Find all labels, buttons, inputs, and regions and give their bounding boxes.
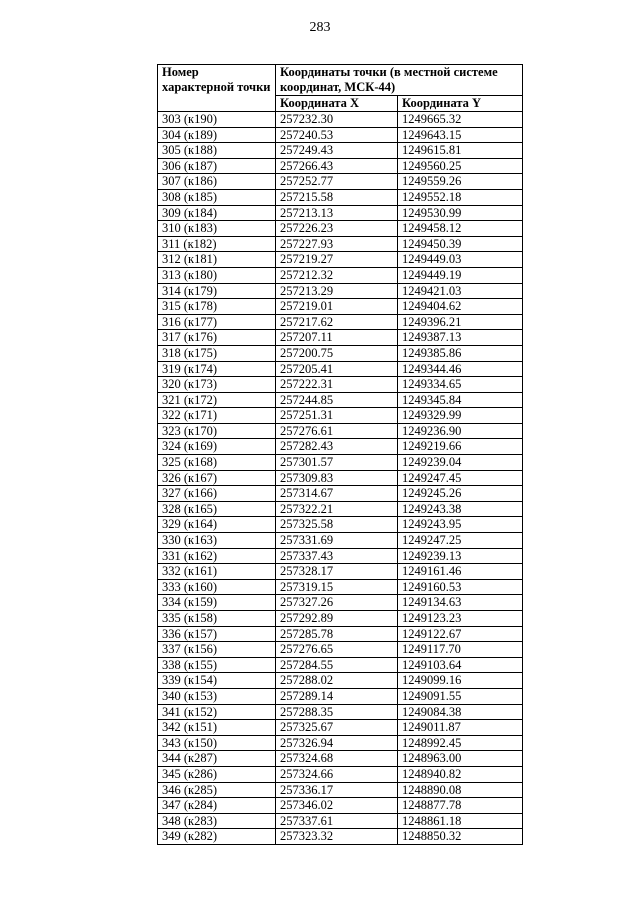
point-number-cell: 316 (к177): [158, 314, 276, 330]
point-number-cell: 325 (к168): [158, 455, 276, 471]
header-coordinate-y: Координата Y: [398, 96, 523, 112]
table-row: [158, 408, 523, 424]
coordinate-x-cell: 257244.85: [276, 392, 398, 408]
point-number-cell: 341 (к152): [158, 704, 276, 720]
point-number-cell: 320 (к173): [158, 377, 276, 393]
point-number-cell: 312 (к181): [158, 252, 276, 268]
table-row: [158, 517, 523, 533]
table-row: [158, 657, 523, 673]
table-row: [158, 252, 523, 268]
table-row: [158, 189, 523, 205]
coordinate-y-cell: 1249103.64: [398, 657, 523, 673]
point-number-cell: 313 (к180): [158, 267, 276, 283]
coordinate-y-cell: 1249160.53: [398, 579, 523, 595]
table-row: [158, 564, 523, 580]
point-number-cell: 305 (к188): [158, 143, 276, 159]
coordinate-y-cell: 1248877.78: [398, 798, 523, 814]
coordinate-x-cell: 257325.67: [276, 720, 398, 736]
coordinate-x-cell: 257288.02: [276, 673, 398, 689]
coordinate-y-cell: 1248940.82: [398, 766, 523, 782]
point-number-cell: 338 (к155): [158, 657, 276, 673]
table-row: [158, 595, 523, 611]
table-row: [158, 704, 523, 720]
table-row: [158, 813, 523, 829]
coordinate-y-cell: 1249530.99: [398, 205, 523, 221]
coordinate-x-cell: 257251.31: [276, 408, 398, 424]
table-row: [158, 299, 523, 315]
coordinate-y-cell: 1249385.86: [398, 345, 523, 361]
point-number-cell: 314 (к179): [158, 283, 276, 299]
point-number-cell: 304 (к189): [158, 127, 276, 143]
coordinate-y-cell: 1249243.95: [398, 517, 523, 533]
header-point-number-label: Номер характерной точки: [162, 65, 271, 94]
coordinate-y-cell: 1249091.55: [398, 688, 523, 704]
coordinate-x-cell: 257284.55: [276, 657, 398, 673]
table-row: [158, 345, 523, 361]
coordinate-x-cell: 257215.58: [276, 189, 398, 205]
coordinate-x-cell: 257266.43: [276, 158, 398, 174]
point-number-cell: 340 (к153): [158, 688, 276, 704]
header-coordinates: [276, 65, 523, 96]
coordinate-y-cell: 1249449.19: [398, 267, 523, 283]
table-row: [158, 314, 523, 330]
table-row: [158, 205, 523, 221]
coordinate-y-cell: 1249236.90: [398, 423, 523, 439]
coordinate-x-cell: 257222.31: [276, 377, 398, 393]
coordinate-x-cell: 257219.01: [276, 299, 398, 315]
coordinate-x-cell: 257289.14: [276, 688, 398, 704]
point-number-cell: 303 (к190): [158, 112, 276, 128]
coordinate-x-cell: 257323.32: [276, 829, 398, 845]
coordinate-y-cell: 1248992.45: [398, 735, 523, 751]
coordinates-table: [157, 64, 523, 845]
coordinate-y-cell: 1249665.32: [398, 112, 523, 128]
table-row: [158, 221, 523, 237]
coordinate-x-cell: 257328.17: [276, 564, 398, 580]
coordinate-y-cell: 1249117.70: [398, 642, 523, 658]
coordinate-y-cell: 1249450.39: [398, 236, 523, 252]
point-number-cell: 324 (к169): [158, 439, 276, 455]
coordinate-x-cell: 257346.02: [276, 798, 398, 814]
coordinate-y-cell: 1249458.12: [398, 221, 523, 237]
coordinate-x-cell: 257213.29: [276, 283, 398, 299]
coordinate-x-cell: 257226.23: [276, 221, 398, 237]
point-number-cell: 306 (к187): [158, 158, 276, 174]
coordinate-y-cell: 1249134.63: [398, 595, 523, 611]
point-number-cell: 317 (к176): [158, 330, 276, 346]
coordinate-y-cell: 1249122.67: [398, 626, 523, 642]
coordinate-y-cell: 1248890.08: [398, 782, 523, 798]
table-row: [158, 423, 523, 439]
coordinate-x-cell: 257207.11: [276, 330, 398, 346]
table-row: [158, 579, 523, 595]
table-row: [158, 267, 523, 283]
coordinate-x-cell: 257327.26: [276, 595, 398, 611]
coordinate-x-cell: 257301.57: [276, 455, 398, 471]
coordinate-y-cell: 1249239.13: [398, 548, 523, 564]
coordinate-y-cell: 1249396.21: [398, 314, 523, 330]
coordinate-y-cell: 1248850.32: [398, 829, 523, 845]
point-number-cell: 327 (к166): [158, 486, 276, 502]
coordinate-x-cell: 257213.13: [276, 205, 398, 221]
table-row: [158, 533, 523, 549]
table-row: [158, 174, 523, 190]
coordinate-x-cell: 257276.65: [276, 642, 398, 658]
point-number-cell: 335 (к158): [158, 611, 276, 627]
coordinate-y-cell: 1249643.15: [398, 127, 523, 143]
table-row: [158, 548, 523, 564]
table-row: [158, 439, 523, 455]
coordinate-x-cell: 257325.58: [276, 517, 398, 533]
coordinate-y-cell: 1249084.38: [398, 704, 523, 720]
point-number-cell: 330 (к163): [158, 533, 276, 549]
coordinate-y-cell: 1249247.25: [398, 533, 523, 549]
coordinate-x-cell: 257232.30: [276, 112, 398, 128]
coordinate-x-cell: 257285.78: [276, 626, 398, 642]
point-number-cell: 321 (к172): [158, 392, 276, 408]
point-number-cell: 345 (к286): [158, 766, 276, 782]
table-row: [158, 361, 523, 377]
table-row: [158, 735, 523, 751]
point-number-cell: 334 (к159): [158, 595, 276, 611]
point-number-cell: 322 (к171): [158, 408, 276, 424]
coordinate-x-cell: 257319.15: [276, 579, 398, 595]
coordinate-x-cell: 257282.43: [276, 439, 398, 455]
table-row: [158, 486, 523, 502]
point-number-cell: 309 (к184): [158, 205, 276, 221]
coordinate-y-cell: 1249334.65: [398, 377, 523, 393]
page-number: 283: [309, 20, 331, 35]
table-row: [158, 158, 523, 174]
coordinate-y-cell: 1249099.16: [398, 673, 523, 689]
point-number-cell: 346 (к285): [158, 782, 276, 798]
coordinate-y-cell: 1249123.23: [398, 611, 523, 627]
point-number-cell: 332 (к161): [158, 564, 276, 580]
coordinate-x-cell: 257337.61: [276, 813, 398, 829]
coordinate-y-cell: 1249243.38: [398, 501, 523, 517]
point-number-cell: 318 (к175): [158, 345, 276, 361]
point-number-cell: 329 (к164): [158, 517, 276, 533]
point-number-cell: 348 (к283): [158, 813, 276, 829]
point-number-cell: 342 (к151): [158, 720, 276, 736]
coordinate-x-cell: 257326.94: [276, 735, 398, 751]
table-row: [158, 501, 523, 517]
coordinate-x-cell: 257324.68: [276, 751, 398, 767]
point-number-cell: 311 (к182): [158, 236, 276, 252]
coordinate-y-cell: 1249421.03: [398, 283, 523, 299]
coordinate-x-cell: 257227.93: [276, 236, 398, 252]
coordinate-y-cell: 1249219.66: [398, 439, 523, 455]
coordinate-x-cell: 257205.41: [276, 361, 398, 377]
coordinate-y-cell: 1249387.13: [398, 330, 523, 346]
point-number-cell: 308 (к185): [158, 189, 276, 205]
table-row: [158, 470, 523, 486]
coordinate-x-cell: 257331.69: [276, 533, 398, 549]
point-number-cell: 336 (к157): [158, 626, 276, 642]
point-number-cell: 310 (к183): [158, 221, 276, 237]
table-row: [158, 766, 523, 782]
coordinate-y-cell: 1249449.03: [398, 252, 523, 268]
coordinate-y-cell: 1249345.84: [398, 392, 523, 408]
point-number-cell: 307 (к186): [158, 174, 276, 190]
coordinate-x-cell: 257252.77: [276, 174, 398, 190]
point-number-cell: 344 (к287): [158, 751, 276, 767]
coordinate-x-cell: 257322.21: [276, 501, 398, 517]
table-row: [158, 626, 523, 642]
table-row: [158, 798, 523, 814]
table-row: [158, 829, 523, 845]
table-row: [158, 143, 523, 159]
table-row: [158, 642, 523, 658]
table-row: [158, 673, 523, 689]
coordinate-y-cell: 1249245.26: [398, 486, 523, 502]
coordinate-y-cell: 1249247.45: [398, 470, 523, 486]
point-number-cell: 333 (к160): [158, 579, 276, 595]
table-row: [158, 127, 523, 143]
coordinate-x-cell: 257212.32: [276, 267, 398, 283]
point-number-cell: 339 (к154): [158, 673, 276, 689]
table-row: [158, 392, 523, 408]
point-number-cell: 323 (к170): [158, 423, 276, 439]
coordinate-x-cell: 257276.61: [276, 423, 398, 439]
coordinate-y-cell: 1249615.81: [398, 143, 523, 159]
table-row: [158, 112, 523, 128]
point-number-cell: 349 (к282): [158, 829, 276, 845]
coordinate-y-cell: 1248963.00: [398, 751, 523, 767]
coordinate-y-cell: 1249329.99: [398, 408, 523, 424]
coordinate-x-cell: 257324.66: [276, 766, 398, 782]
coordinate-y-cell: 1249559.26: [398, 174, 523, 190]
coordinate-y-cell: 1249404.62: [398, 299, 523, 315]
coordinate-x-cell: 257249.43: [276, 143, 398, 159]
table-row: [158, 720, 523, 736]
coordinate-x-cell: 257309.83: [276, 470, 398, 486]
coordinate-x-cell: 257200.75: [276, 345, 398, 361]
coordinate-x-cell: 257240.53: [276, 127, 398, 143]
table-row: [158, 782, 523, 798]
coordinate-y-cell: 1249239.04: [398, 455, 523, 471]
coordinate-x-cell: 257314.67: [276, 486, 398, 502]
point-number-cell: 328 (к165): [158, 501, 276, 517]
table-row: [158, 455, 523, 471]
table-body: [158, 112, 523, 845]
coordinate-y-cell: 1249552.18: [398, 189, 523, 205]
header-coordinates-label: Координаты точки (в местной системе координат, МСК-44): [280, 65, 498, 94]
table-row: [158, 330, 523, 346]
coordinate-x-cell: 257219.27: [276, 252, 398, 268]
header-coordinate-x: Координата X: [276, 96, 398, 112]
coordinate-y-cell: 1249161.46: [398, 564, 523, 580]
coordinate-x-cell: 257292.89: [276, 611, 398, 627]
table-row: [158, 611, 523, 627]
table-row: [158, 751, 523, 767]
point-number-cell: 347 (к284): [158, 798, 276, 814]
coordinate-y-cell: 1248861.18: [398, 813, 523, 829]
coordinate-x-cell: 257288.35: [276, 704, 398, 720]
point-number-cell: 343 (к150): [158, 735, 276, 751]
point-number-cell: 319 (к174): [158, 361, 276, 377]
table-row: [158, 377, 523, 393]
coordinate-y-cell: 1249560.25: [398, 158, 523, 174]
header-point-number: [158, 65, 276, 112]
point-number-cell: 337 (к156): [158, 642, 276, 658]
coordinate-x-cell: 257336.17: [276, 782, 398, 798]
table-row: [158, 688, 523, 704]
coordinate-y-cell: 1249344.46: [398, 361, 523, 377]
coordinate-x-cell: 257217.62: [276, 314, 398, 330]
coordinate-x-cell: 257337.43: [276, 548, 398, 564]
table-row: [158, 236, 523, 252]
point-number-cell: 315 (к178): [158, 299, 276, 315]
point-number-cell: 331 (к162): [158, 548, 276, 564]
table-header: [158, 65, 523, 112]
coordinate-y-cell: 1249011.87: [398, 720, 523, 736]
table-row: [158, 283, 523, 299]
point-number-cell: 326 (к167): [158, 470, 276, 486]
